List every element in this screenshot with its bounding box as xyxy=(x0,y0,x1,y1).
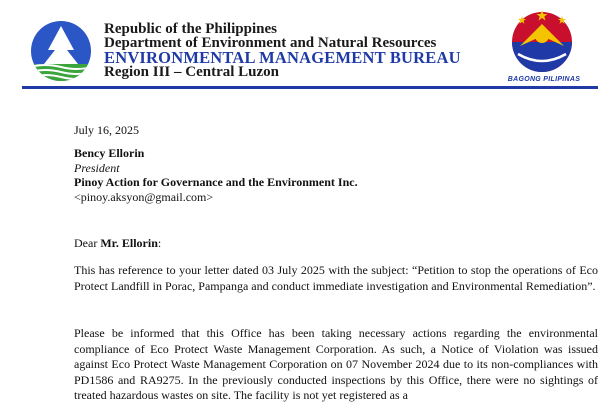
recipient-email: <pinoy.aksyon@gmail.com> xyxy=(74,189,214,204)
body-paragraph-1: This has reference to your letter dated 03 July 2025 with the subject: “Petition to stop the operations of Eco Protect Landfill in Porac, Pampanga and conduct immediate investigation and Environmental Remediation”. xyxy=(74,263,598,293)
republic-line: Republic of the Philippines xyxy=(104,21,277,37)
recipient-name: Bency Ellorin xyxy=(74,146,145,160)
salutation-prefix: Dear xyxy=(74,236,98,250)
body-paragraph-2: Please be informed that this Office has been taking necessary actions regarding the environmental compliance of Eco Protect Waste Management Corporation. As such, a Notice of Violation was issued against Eco Protect Waste Management Corporation on 07 November 2024 due to its non-compliances with PD1586 and RA9275. In the previously conducted inspections by this Office, there were no sightings of treated hazardous wastes on site. The facility is not yet registered as a xyxy=(74,326,598,403)
letter-date: July 16, 2025 xyxy=(74,123,140,137)
bagong-pilipinas-caption: BAGONG PILIPINAS xyxy=(507,76,581,83)
bureau-line: ENVIRONMENTAL MANAGEMENT BUREAU xyxy=(104,48,461,67)
department-line: Department of Environment and Natural Resources xyxy=(104,35,437,51)
recipient-position: President xyxy=(74,160,120,175)
denr-logo-icon xyxy=(30,20,92,82)
salutation xyxy=(74,236,161,251)
agency-heading xyxy=(104,22,461,79)
recipient-organization: Pinoy Action for Governance and the Environment Inc. xyxy=(74,175,358,189)
header-rule xyxy=(22,86,598,89)
salutation-suffix: : xyxy=(157,236,162,250)
bagong-pilipinas-logo-icon xyxy=(498,6,586,84)
salutation-name: Mr. Ellorin xyxy=(100,236,158,250)
letterhead xyxy=(0,0,615,92)
recipient-block xyxy=(74,146,358,204)
region-line: Region III – Central Luzon xyxy=(104,64,280,80)
